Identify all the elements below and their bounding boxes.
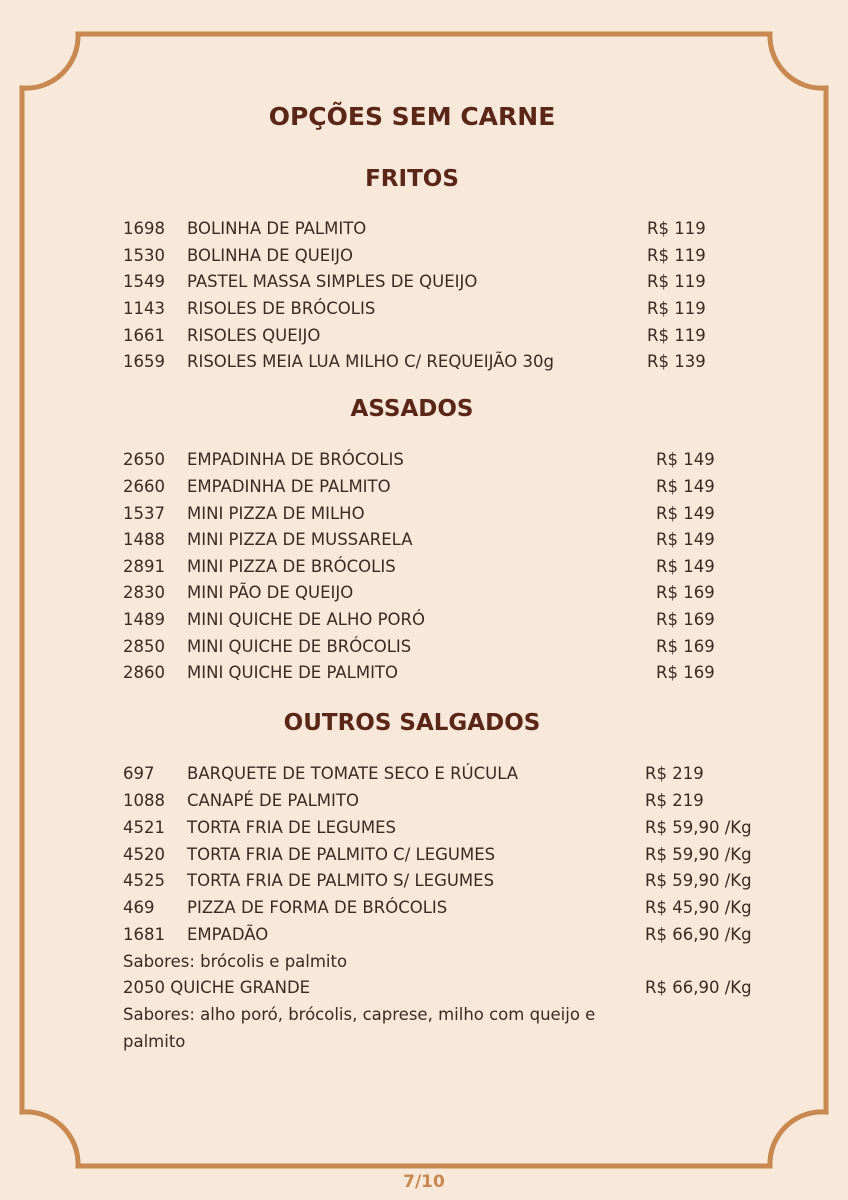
item-price: R$ 149 [656,504,715,523]
item-price: R$ 59,90 /Kg [645,871,752,890]
item-code: 1488 [123,530,165,549]
menu-item [0,788,848,814]
item-name: RISOLES QUEIJO [187,326,321,345]
item-name: CANAPÉ DE PALMITO [187,791,359,810]
item-code: 1659 [123,352,165,371]
quiche-flavors-note: Sabores: alho poró, brócolis, caprese, milho com queijo e palmito [123,1005,596,1051]
item-name: RISOLES MEIA LUA MILHO C/ REQUEIJÃO 30g [187,352,554,371]
item-price: R$ 119 [647,299,706,318]
item-name: EMPADINHA DE BRÓCOLIS [187,450,404,469]
item-price: R$ 66,90 /Kg [645,925,752,944]
item-name: TORTA FRIA DE PALMITO C/ LEGUMES [187,845,496,864]
item-price: R$ 149 [656,557,715,576]
menu-item [0,501,848,527]
item-price: R$ 169 [656,663,715,682]
page-number: 7/10 [403,1172,445,1192]
item-name: MINI QUICHE DE PALMITO [187,663,399,682]
item-price: R$ 66,90 /Kg [645,978,752,997]
item-code: 1530 [123,246,165,265]
item-code: 1549 [123,272,165,291]
section-title-fritos: FRITOS [365,166,459,192]
item-name: PIZZA DE FORMA DE BRÓCOLIS [187,898,448,917]
menu-item [0,216,848,242]
item-name: BOLINHA DE QUEIJO [187,246,353,265]
item-name: MINI PIZZA DE MUSSARELA [187,530,413,549]
item-code: 4521 [123,818,165,837]
item-price: R$ 169 [656,610,715,629]
item-name: MINI PIZZA DE BRÓCOLIS [187,557,396,576]
menu-item [0,349,848,375]
item-price: R$ 119 [647,326,706,345]
item-name: TORTA FRIA DE LEGUMES [187,818,397,837]
item-code: 4525 [123,871,165,890]
menu-item [0,922,848,948]
item-price: R$ 149 [656,450,715,469]
menu-item [0,842,848,868]
menu-item [0,323,848,349]
menu-item [0,607,848,633]
item-price: R$ 59,90 /Kg [645,818,752,837]
item-price: R$ 149 [656,477,715,496]
menu-item [0,580,848,606]
item-price: R$ 119 [647,246,706,265]
item-code: 1537 [123,504,165,523]
item-code: 1661 [123,326,165,345]
menu-item [0,868,848,894]
item-code: 4520 [123,845,165,864]
item-price: R$ 149 [656,530,715,549]
menu-item [0,474,848,500]
menu-item [0,243,848,269]
item-name: BARQUETE DE TOMATE SECO E RÚCULA [187,764,519,783]
item-name: MINI PIZZA DE MILHO [187,504,365,523]
menu-item [0,634,848,660]
item-name: MINI QUICHE DE ALHO PORÓ [187,610,425,629]
item-code: 2850 [123,637,165,656]
item-price: R$ 59,90 /Kg [645,845,752,864]
page-title: OPÇÕES SEM CARNE [268,102,556,131]
item-code: 1681 [123,925,165,944]
item-price: R$ 219 [645,764,704,783]
item-code: 2660 [123,477,165,496]
menu-item [0,660,848,686]
item-code: 469 [123,898,155,917]
item-name: BOLINHA DE PALMITO [187,219,367,238]
item-code: 2891 [123,557,165,576]
item-price: R$ 45,90 /Kg [645,898,752,917]
menu-item [0,269,848,295]
menu-item [0,975,848,1001]
menu-item [0,895,848,921]
item-code: 1143 [123,299,165,318]
item-code: 2860 [123,663,165,682]
item-price: R$ 169 [656,583,715,602]
item-price: R$ 119 [647,272,706,291]
item-price: R$ 169 [656,637,715,656]
menu-item [0,296,848,322]
section-title-assados: ASSADOS [350,396,474,422]
menu-item [0,447,848,473]
item-label: 2050 QUICHE GRANDE [123,978,311,997]
menu-item [0,527,848,553]
item-name: RISOLES DE BRÓCOLIS [187,299,376,318]
item-price: R$ 119 [647,219,706,238]
empadao-flavors-note: Sabores: brócolis e palmito [123,952,348,971]
item-code: 2650 [123,450,165,469]
item-price: R$ 219 [645,791,704,810]
item-code: 1088 [123,791,165,810]
menu-item [0,815,848,841]
menu-item [0,761,848,787]
item-code: 2830 [123,583,165,602]
section-title-outros-salgados: OUTROS SALGADOS [283,710,541,736]
item-name: MINI QUICHE DE BRÓCOLIS [187,637,412,656]
item-code: 1698 [123,219,165,238]
item-name: MINI PÃO DE QUEIJO [187,583,354,602]
item-name: PASTEL MASSA SIMPLES DE QUEIJO [187,272,478,291]
item-price: R$ 139 [647,352,706,371]
item-code: 1489 [123,610,165,629]
item-name: EMPADINHA DE PALMITO [187,477,391,496]
menu-item [0,554,848,580]
item-code: 697 [123,764,155,783]
item-name: TORTA FRIA DE PALMITO S/ LEGUMES [187,871,495,890]
item-name: EMPADÃO [187,925,269,944]
